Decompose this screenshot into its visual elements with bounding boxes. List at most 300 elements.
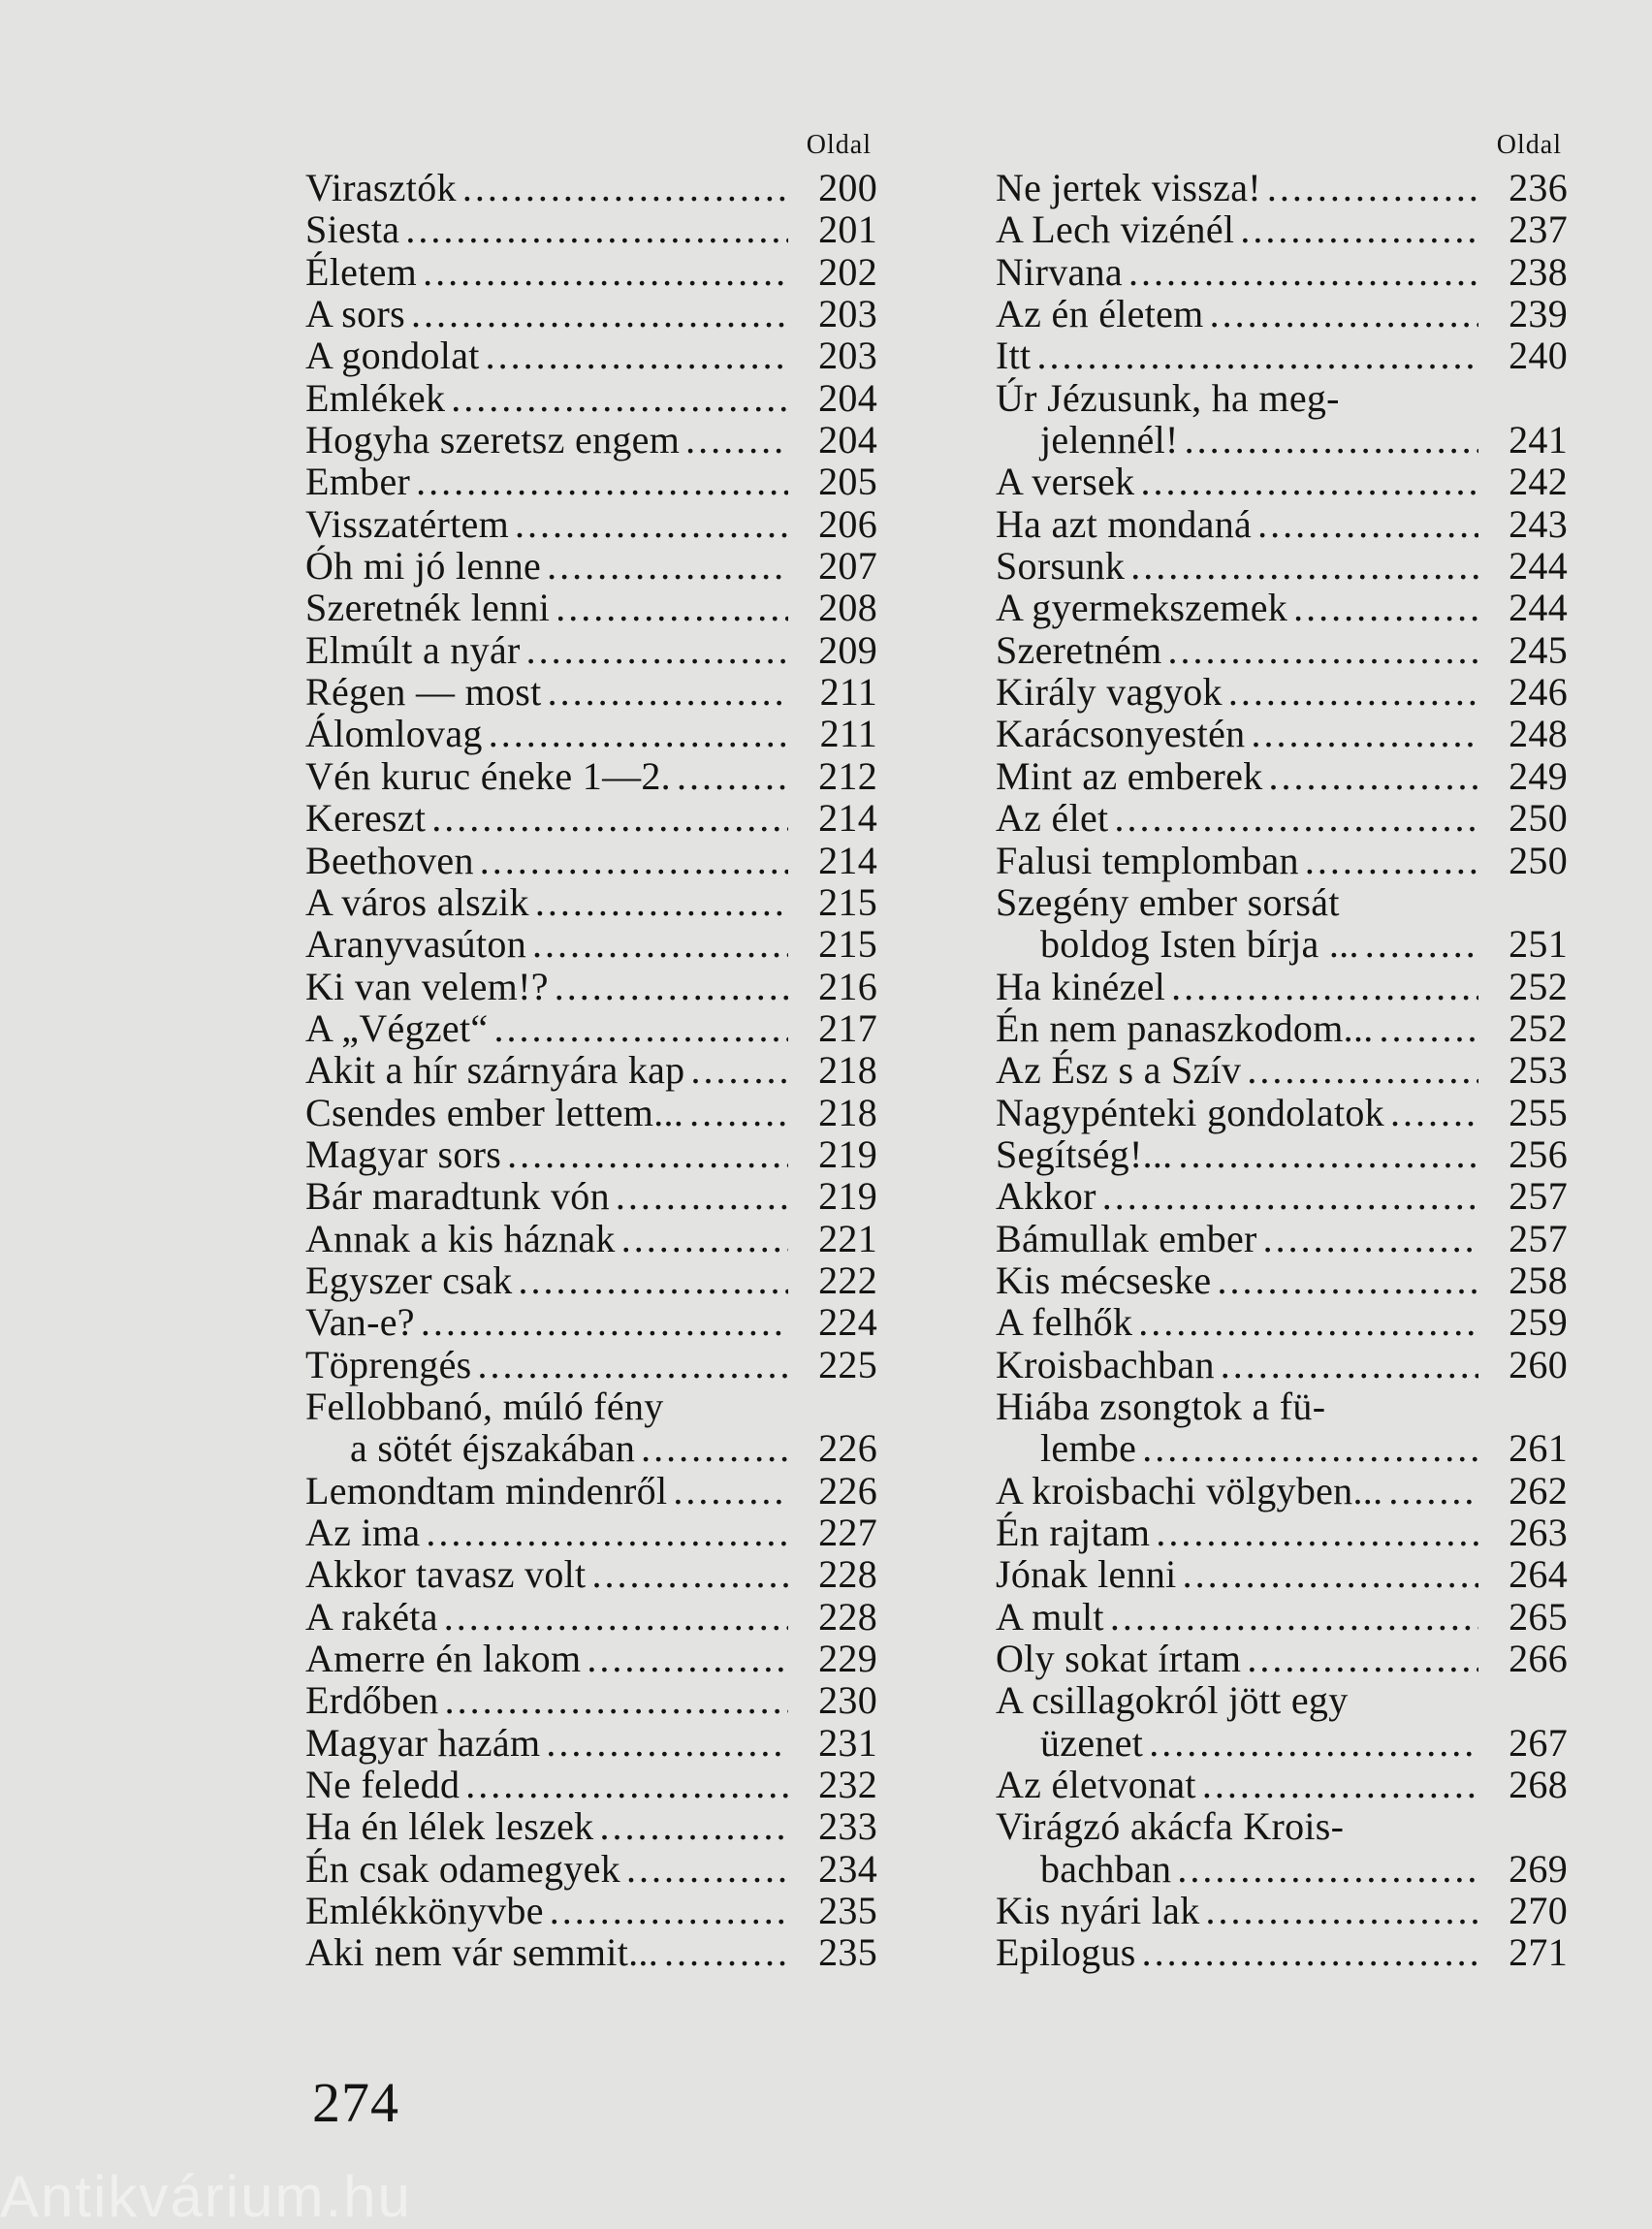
- toc-entry-title: A versek: [996, 460, 1135, 504]
- toc-entry-title: A város alszik: [305, 879, 529, 924]
- toc-entry-page: 226: [818, 1426, 877, 1471]
- toc-entry: [305, 881, 877, 923]
- toc-entry: [305, 1512, 877, 1553]
- dot-leader: [689, 1092, 788, 1133]
- toc-entry-title: a sötét éjszakában: [350, 1426, 636, 1471]
- toc-entry: [305, 461, 877, 502]
- dot-leader: [1228, 671, 1478, 713]
- toc-entry-page: 244: [1509, 586, 1568, 630]
- toc-entry-title: Én nem panaszkodom...: [996, 1005, 1374, 1050]
- dot-leader: [1251, 713, 1478, 754]
- dot-leader: [515, 503, 788, 545]
- toc-entry-title: bachban: [1040, 1846, 1172, 1891]
- dot-leader: [1156, 1512, 1478, 1553]
- dot-leader: [1110, 1596, 1478, 1638]
- toc-entry-page: 229: [818, 1637, 877, 1681]
- toc-entry-title: Annak a kis háznak: [305, 1216, 616, 1260]
- toc-entry-title: üzenet: [1040, 1720, 1144, 1765]
- toc-entry-title: Kereszt: [305, 796, 427, 841]
- toc-entry: [305, 1596, 877, 1638]
- dot-leader: [1036, 334, 1478, 376]
- toc-entry: [305, 251, 877, 293]
- toc-entry: [305, 503, 877, 545]
- dot-leader: [486, 334, 788, 376]
- toc-entry: [996, 1259, 1568, 1301]
- dot-leader: [1206, 1890, 1478, 1931]
- toc-entry-title: Ha kinézel: [996, 964, 1166, 1008]
- toc-entry: [305, 923, 877, 965]
- toc-entry-page: 217: [818, 1005, 877, 1050]
- toc-entry: [996, 1553, 1568, 1595]
- toc-entry-title: Az én életem: [996, 292, 1204, 336]
- toc-column-left: [305, 124, 877, 1974]
- toc-entry-title: Ember: [305, 460, 411, 504]
- toc-entry: [305, 629, 877, 671]
- toc-entry: [305, 1848, 877, 1890]
- dot-leader: [451, 377, 788, 419]
- dot-leader: [431, 797, 788, 839]
- dot-leader: [535, 881, 788, 923]
- toc-entries-left: [305, 167, 877, 1974]
- toc-entry: [996, 1007, 1568, 1049]
- toc-entry-page: 246: [1509, 670, 1568, 715]
- toc-entry-title: Úr Jézusunk, ha meg-: [996, 375, 1340, 420]
- toc-entry-page: 263: [1509, 1511, 1568, 1554]
- toc-entry-title: Bámullak ember: [996, 1216, 1257, 1260]
- toc-entry-page: 215: [818, 879, 877, 924]
- toc-entry-title: Virasztók: [305, 166, 457, 209]
- toc-entry-title: Kis mécseske: [996, 1258, 1212, 1302]
- toc-entry: [305, 840, 877, 881]
- dot-leader: [426, 1512, 788, 1553]
- toc-entry: [996, 1218, 1568, 1259]
- toc-entry-page: 203: [818, 292, 877, 336]
- toc-entry-page: 257: [1509, 1174, 1568, 1219]
- toc-entry: [305, 334, 877, 376]
- dot-leader: [1202, 1764, 1478, 1805]
- toc-entry: [305, 1133, 877, 1175]
- dot-leader: [411, 293, 788, 334]
- toc-entry-title: Magyar sors: [305, 1131, 502, 1176]
- toc-entry-page: 260: [1509, 1342, 1568, 1386]
- toc-entry-title: Az ima: [305, 1511, 421, 1554]
- toc-entry-title: Akit a hír szárnyára kap: [305, 1048, 685, 1093]
- toc-entry-title: Egyszer csak: [305, 1258, 513, 1302]
- toc-entry-page: 257: [1509, 1216, 1568, 1260]
- toc-entry: [305, 1722, 877, 1764]
- toc-entry-title: boldog Isten bírja ...: [1040, 922, 1359, 967]
- toc-entry: [305, 1049, 877, 1091]
- toc-entry-page: 265: [1509, 1594, 1568, 1639]
- dot-leader: [690, 1049, 788, 1091]
- toc-entry-page: 231: [818, 1720, 877, 1765]
- toc-entry-title: Szeretnék lenni: [305, 586, 551, 630]
- dot-leader: [1247, 1638, 1478, 1679]
- dot-leader: [1178, 1133, 1478, 1175]
- toc-entry-page: 219: [818, 1174, 877, 1219]
- toc-entry: [996, 1890, 1568, 1931]
- dot-leader: [405, 208, 788, 250]
- toc-entry-page: 224: [818, 1300, 877, 1345]
- dot-leader: [507, 1133, 788, 1175]
- dot-leader: [626, 1848, 788, 1890]
- toc-entry-page: 258: [1509, 1258, 1568, 1302]
- toc-entry-page: 230: [818, 1678, 877, 1723]
- toc-entry-page: 237: [1509, 207, 1568, 252]
- page-number: 274: [312, 2071, 399, 2134]
- dot-leader: [1269, 755, 1479, 797]
- toc-entry-title: Epilogus: [996, 1930, 1136, 1975]
- toc-entry: [996, 1679, 1568, 1764]
- dot-leader: [664, 1931, 788, 1973]
- toc-entry-page: 266: [1509, 1637, 1568, 1681]
- dot-leader: [555, 966, 788, 1007]
- toc-entry-title: Ne jertek vissza!: [996, 166, 1261, 209]
- toc-entry: [305, 1344, 877, 1385]
- toc-entry-title: Amerre én lakom: [305, 1637, 582, 1681]
- toc-entry-title: Ki van velem!?: [305, 964, 549, 1008]
- toc-entry-title: Óh mi jó lenne: [305, 544, 542, 589]
- toc-entry: [996, 461, 1568, 502]
- dot-leader: [1240, 208, 1478, 250]
- toc-entry-title: Nirvana: [996, 249, 1123, 294]
- toc-entry-page: 262: [1509, 1468, 1568, 1513]
- toc-entry: [305, 208, 877, 250]
- toc-entry-page: 218: [818, 1048, 877, 1093]
- toc-entry-page: 250: [1509, 796, 1568, 841]
- dot-leader: [1305, 840, 1478, 881]
- dot-leader: [1168, 629, 1478, 671]
- toc-entry-page: 270: [1509, 1889, 1568, 1933]
- toc-entry-title: A „Végzet“: [305, 1005, 489, 1050]
- toc-entry: [996, 1596, 1568, 1638]
- dot-leader: [685, 419, 788, 461]
- toc-entry-title: Akkor: [996, 1174, 1096, 1219]
- toc-entry-page: 250: [1509, 838, 1568, 882]
- toc-entry-title: Elmúlt a nyár: [305, 627, 521, 672]
- toc-entry-title: Virágzó akácfa Krois-: [996, 1804, 1345, 1849]
- dot-leader: [1247, 1049, 1478, 1091]
- toc-entry: [996, 587, 1568, 628]
- toc-entry-title: Siesta: [305, 207, 400, 252]
- toc-entry: [305, 377, 877, 419]
- toc-entry: [996, 840, 1568, 881]
- toc-entry-page: 211: [819, 670, 877, 715]
- toc-entry: [996, 797, 1568, 839]
- toc-entry: [305, 167, 877, 208]
- dot-leader: [489, 713, 788, 754]
- toc-entry-page: 206: [818, 501, 877, 546]
- toc-entry-title: Visszatértem: [305, 501, 510, 546]
- toc-entry-page: 228: [818, 1552, 877, 1597]
- toc-entry-title: Vén kuruc éneke 1—2.: [305, 753, 671, 798]
- toc-entry: [996, 1385, 1568, 1470]
- toc-entry-page: 236: [1509, 166, 1568, 209]
- toc-entry-title: A felhők: [996, 1300, 1133, 1345]
- toc-entry: [996, 293, 1568, 334]
- toc-entry: [996, 1344, 1568, 1385]
- toc-entry-page: 201: [818, 207, 877, 252]
- toc-entry: [305, 966, 877, 1007]
- column-header-right: Oldal: [1496, 130, 1562, 160]
- toc-entry-title: A Lech vizénél: [996, 207, 1235, 252]
- toc-entry-title: Erdőben: [305, 1678, 439, 1723]
- toc-entry: [305, 755, 877, 797]
- toc-entry: [305, 1259, 877, 1301]
- toc-entry-page: 202: [818, 249, 877, 294]
- dot-leader: [526, 629, 788, 671]
- toc-entry: [996, 755, 1568, 797]
- toc-entry-title: Csendes ember lettem...: [305, 1090, 684, 1134]
- toc-entry-page: 241: [1509, 418, 1568, 462]
- toc-entry-page: 227: [818, 1511, 877, 1554]
- toc-entry-title: Hogyha szeretsz engem: [305, 418, 681, 462]
- toc-entry: [305, 1092, 877, 1133]
- dot-leader: [548, 671, 788, 713]
- dot-leader: [462, 167, 788, 208]
- toc-entry: [305, 1218, 877, 1259]
- dot-leader: [1128, 251, 1478, 293]
- toc-entry-title: Az Ész s a Szív: [996, 1048, 1242, 1093]
- toc-entry: [996, 503, 1568, 545]
- toc-entry: [996, 881, 1568, 966]
- toc-entry: [996, 545, 1568, 587]
- toc-entry-title: Magyar hazám: [305, 1720, 541, 1765]
- toc-entry-page: 214: [818, 838, 877, 882]
- toc-entry: [305, 1931, 877, 1973]
- toc-entries-right: [996, 167, 1568, 1974]
- toc-entry-page: 269: [1509, 1846, 1568, 1891]
- toc-entry-title: Szegény ember sorsát: [996, 879, 1340, 924]
- toc-entry-title: Beethoven: [305, 838, 474, 882]
- toc-entry-page: 259: [1509, 1300, 1568, 1345]
- toc-entry: [996, 251, 1568, 293]
- toc-entry-page: 218: [818, 1090, 877, 1134]
- toc-entry: [996, 671, 1568, 713]
- toc-entry-page: 243: [1509, 501, 1568, 546]
- toc-entry: [996, 1092, 1568, 1133]
- toc-entry-page: 214: [818, 796, 877, 841]
- dot-leader: [416, 461, 788, 502]
- toc-entry-title: Akkor tavasz volt: [305, 1552, 587, 1597]
- toc-entry: [996, 377, 1568, 462]
- dot-leader: [445, 1679, 788, 1721]
- toc-entry-title: Az életvonat: [996, 1763, 1196, 1807]
- dot-leader: [641, 1427, 788, 1469]
- toc-entry-page: 207: [818, 544, 877, 589]
- toc-entry-title: Én rajtam: [996, 1511, 1151, 1554]
- dot-leader: [1263, 1218, 1478, 1259]
- toc-entry-title: A gyermekszemek: [996, 586, 1288, 630]
- dot-leader: [519, 1259, 788, 1301]
- toc-entry: [996, 1764, 1568, 1805]
- toc-entry: [305, 1805, 877, 1847]
- toc-entry-page: 205: [818, 460, 877, 504]
- toc-entry-title: A gondolat: [305, 334, 480, 378]
- dot-leader: [1140, 461, 1478, 502]
- toc-entry-page: 200: [818, 166, 877, 209]
- toc-entry-page: 228: [818, 1594, 877, 1639]
- toc-entry: [996, 966, 1568, 1007]
- dot-leader: [621, 1218, 788, 1259]
- toc-entry-page: 264: [1509, 1552, 1568, 1597]
- toc-entry: [305, 545, 877, 587]
- dot-leader: [421, 1301, 788, 1343]
- toc-entry-title: Oly sokat írtam: [996, 1637, 1242, 1681]
- toc-entry-title: Életem: [305, 249, 418, 294]
- dot-leader: [1185, 419, 1478, 461]
- toc-entry-title: Az élet: [996, 796, 1109, 841]
- toc-entry: [996, 334, 1568, 376]
- dot-leader: [480, 840, 788, 881]
- toc-entry: [305, 713, 877, 754]
- dot-leader: [546, 1722, 788, 1764]
- dot-leader: [587, 1638, 788, 1679]
- dot-leader: [591, 1553, 788, 1595]
- toc-entry-page: 235: [818, 1889, 877, 1933]
- dot-leader: [1114, 797, 1478, 839]
- toc-entry-page: 251: [1509, 922, 1568, 967]
- toc-entry-page: 252: [1509, 964, 1568, 1008]
- toc-entry: [996, 1049, 1568, 1091]
- toc-entry-title: Kroisbachban: [996, 1342, 1215, 1386]
- dot-leader: [599, 1805, 788, 1847]
- toc-entry: [305, 1385, 877, 1470]
- toc-entry-page: 216: [818, 964, 877, 1008]
- toc-entry: [305, 1175, 877, 1217]
- dot-leader: [1380, 1007, 1478, 1049]
- toc-entry-page: 219: [818, 1131, 877, 1176]
- toc-entry-page: 234: [818, 1846, 877, 1891]
- toc-entry-page: 256: [1509, 1131, 1568, 1176]
- toc-entry-page: 248: [1509, 712, 1568, 756]
- column-header-left: Oldal: [806, 130, 872, 160]
- toc-entry-page: 268: [1509, 1763, 1568, 1807]
- toc-entry-title: Hiába zsongtok a fü-: [996, 1384, 1326, 1428]
- toc-entry: [305, 797, 877, 839]
- toc-entry-page: 267: [1509, 1720, 1568, 1765]
- toc-entry: [305, 671, 877, 713]
- toc-entry-page: 204: [818, 375, 877, 420]
- dot-leader: [465, 1764, 788, 1805]
- toc-entry: [996, 208, 1568, 250]
- toc-entry-page: 244: [1509, 544, 1568, 589]
- toc-entry-page: 232: [818, 1763, 877, 1807]
- dot-leader: [1365, 923, 1478, 965]
- toc-entry: [305, 419, 877, 461]
- toc-entry: [996, 1638, 1568, 1679]
- toc-entry-page: 249: [1509, 753, 1568, 798]
- toc-entry: [996, 1301, 1568, 1343]
- dot-leader: [423, 251, 788, 293]
- toc-entry-title: Töprengés: [305, 1342, 472, 1386]
- watermark: Antikvárium.hu: [0, 2164, 412, 2229]
- toc-entry: [996, 1470, 1568, 1512]
- toc-entry-title: Van-e?: [305, 1300, 415, 1345]
- toc-entry: [305, 1679, 877, 1721]
- toc-entry-page: 261: [1509, 1426, 1568, 1471]
- toc-entry: [996, 1931, 1568, 1973]
- dot-leader: [1177, 1848, 1478, 1890]
- toc-entry: [996, 167, 1568, 208]
- toc-entry-title: A sors: [305, 292, 405, 336]
- toc-entry: [305, 1890, 877, 1931]
- toc-entry-title: Ha azt mondaná: [996, 501, 1253, 546]
- toc-entry: [996, 1512, 1568, 1553]
- toc-entry-page: 215: [818, 922, 877, 967]
- toc-entry: [996, 1805, 1568, 1890]
- toc-entry-title: Falusi templomban: [996, 838, 1299, 882]
- toc-entry-page: 212: [818, 753, 877, 798]
- toc-entry: [996, 1175, 1568, 1217]
- dot-leader: [556, 587, 788, 628]
- dot-leader: [478, 1344, 788, 1385]
- toc-entry-title: Itt: [996, 334, 1032, 378]
- toc-entry-title: Emlékek: [305, 375, 446, 420]
- toc-entry-page: 203: [818, 334, 877, 378]
- toc-entry-page: 208: [818, 586, 877, 630]
- toc-entry-page: 221: [818, 1216, 877, 1260]
- dot-leader: [1138, 1301, 1478, 1343]
- dot-leader: [550, 1890, 788, 1931]
- toc-column-right: [996, 124, 1568, 1974]
- toc-entry-title: Aranyvasúton: [305, 922, 526, 967]
- toc-entry: [996, 1133, 1568, 1175]
- toc-entry-title: Karácsonyestén: [996, 712, 1246, 756]
- toc-entry-page: 211: [819, 712, 877, 756]
- dot-leader: [616, 1175, 788, 1217]
- toc-entry: [305, 1301, 877, 1343]
- toc-entry: [305, 1638, 877, 1679]
- toc-entry-page: 252: [1509, 1005, 1568, 1050]
- dot-leader: [1149, 1722, 1478, 1764]
- toc-entry-title: Bár maradtunk vón: [305, 1174, 610, 1219]
- toc-entry-page: 225: [818, 1342, 877, 1386]
- dot-leader: [1171, 966, 1478, 1007]
- toc-entry-page: 233: [818, 1804, 877, 1849]
- toc-entry-page: 226: [818, 1468, 877, 1513]
- toc-entry-page: 271: [1509, 1930, 1568, 1975]
- toc-entry-title: Ne feledd: [305, 1763, 461, 1807]
- dot-leader: [1210, 293, 1478, 334]
- toc-entry: [996, 629, 1568, 671]
- dot-leader: [1221, 1344, 1478, 1385]
- dot-leader: [1102, 1175, 1478, 1217]
- dot-leader: [1390, 1092, 1478, 1133]
- toc-entry-page: 253: [1509, 1048, 1568, 1093]
- toc-entry-title: Segítség!...: [996, 1131, 1173, 1176]
- dot-leader: [1183, 1553, 1478, 1595]
- dot-leader: [1130, 545, 1478, 587]
- toc-entry-title: jelennél!: [1040, 418, 1179, 462]
- dot-leader: [1142, 1427, 1478, 1469]
- toc-entry-title: Nagypénteki gondolatok: [996, 1090, 1384, 1134]
- toc-entry-page: 222: [818, 1258, 877, 1302]
- toc-entry-title: Sorsunk: [996, 544, 1126, 589]
- toc-entry-title: Kis nyári lak: [996, 1889, 1200, 1933]
- toc-entry: [996, 713, 1568, 754]
- toc-entry: [305, 1007, 877, 1049]
- dot-leader: [1142, 1931, 1478, 1973]
- toc-entry-title: Álomlovag: [305, 712, 483, 756]
- toc-entry-title: Aki nem vár semmit...: [305, 1930, 659, 1975]
- toc-entry-page: 238: [1509, 249, 1568, 294]
- toc-entry-title: Király vagyok: [996, 670, 1223, 715]
- toc-entry-title: Ha én lélek leszek: [305, 1804, 594, 1849]
- toc-entry-page: 240: [1509, 334, 1568, 378]
- toc-entry: [305, 587, 877, 628]
- toc-entry-title: A rakéta: [305, 1594, 438, 1639]
